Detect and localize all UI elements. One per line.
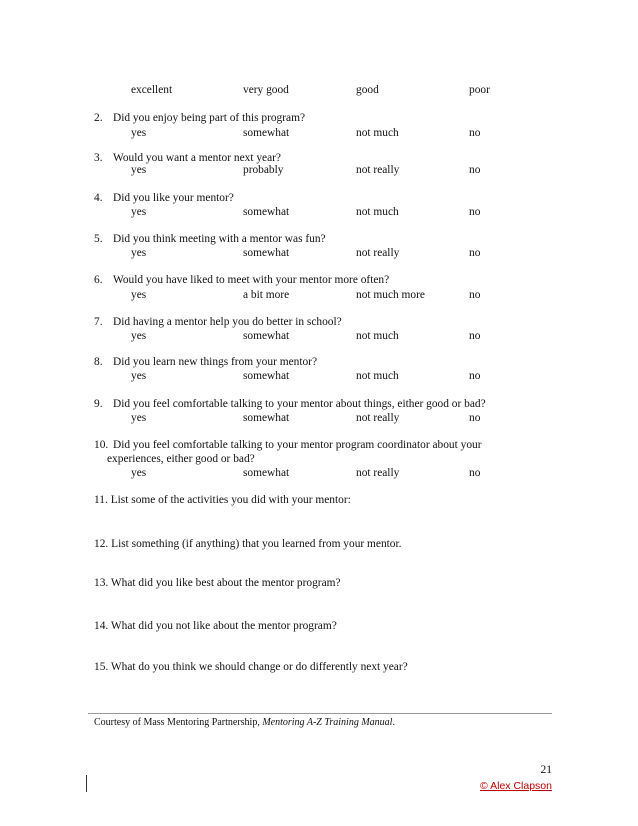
answer-option: yes xyxy=(131,289,147,301)
question-number: 3. xyxy=(94,152,103,164)
answer-option: somewhat xyxy=(243,247,290,259)
answer-row xyxy=(0,206,638,220)
answer-option: yes xyxy=(131,370,147,382)
rating-scale-row xyxy=(0,84,638,98)
answer-option: probably xyxy=(243,164,284,176)
answer-option: not really xyxy=(356,247,400,259)
question-12 xyxy=(94,538,402,550)
question-text: Did you think meeting with a mentor was fun? xyxy=(113,233,326,245)
answer-option: yes xyxy=(131,164,147,176)
question-text: Would you have liked to meet with your mentor more often? xyxy=(113,274,390,286)
question-number: 15. xyxy=(94,661,109,673)
question-2 xyxy=(94,112,305,124)
question-number: 11. xyxy=(94,494,108,506)
question-text: List some of the activities you did with your mentor: xyxy=(110,494,351,506)
answer-option: yes xyxy=(131,206,147,218)
answer-option: not really xyxy=(356,412,400,424)
question-11 xyxy=(94,494,351,506)
question-text: Did you enjoy being part of this program? xyxy=(113,112,306,124)
question-number: 10. xyxy=(94,439,109,451)
answer-option: no xyxy=(469,127,481,139)
option-very-good: very good xyxy=(243,84,289,96)
answer-option: no xyxy=(469,164,481,176)
question-text: Did you like your mentor? xyxy=(113,192,234,204)
question-number: 4. xyxy=(94,192,103,204)
answer-option: not really xyxy=(356,164,400,176)
question-text: List something (if anything) that you learned from your mentor. xyxy=(111,538,402,550)
answer-row xyxy=(0,289,638,303)
answer-option: yes xyxy=(131,412,147,424)
question-8 xyxy=(94,356,317,368)
answer-row xyxy=(0,467,638,481)
footnote-prefix: Courtesy of Mass Mentoring Partnership, xyxy=(94,717,263,728)
copyright-link[interactable]: © Alex Clapson xyxy=(480,780,552,792)
answer-option: no xyxy=(469,467,481,479)
page-number: 21 xyxy=(540,764,552,776)
question-text: Did you learn new things from your mentor? xyxy=(113,356,318,368)
footnote xyxy=(94,717,395,728)
question-number: 13. xyxy=(94,577,109,589)
answer-option: somewhat xyxy=(243,206,290,218)
question-13 xyxy=(94,577,341,589)
question-9 xyxy=(94,398,486,410)
question-text: Did you feel comfortable talking to your mentor about things, either good or bad? xyxy=(113,398,486,410)
question-10 xyxy=(94,439,482,451)
answer-row xyxy=(0,412,638,426)
question-4 xyxy=(94,192,234,204)
question-number: 7. xyxy=(94,316,103,328)
answer-option: not much more xyxy=(356,289,425,301)
question-text: Did you feel comfortable talking to your mentor program coordinator about your xyxy=(113,439,482,451)
question-text: Would you want a mentor next year? xyxy=(113,152,281,164)
answer-option: somewhat xyxy=(243,370,290,382)
answer-row xyxy=(0,370,638,384)
footnote-suffix: . xyxy=(392,717,395,728)
option-excellent: excellent xyxy=(131,84,173,96)
answer-option: somewhat xyxy=(243,330,290,342)
question-number: 2. xyxy=(94,112,103,124)
answer-option: yes xyxy=(131,330,147,342)
answer-option: no xyxy=(469,412,481,424)
question-5 xyxy=(94,233,326,245)
answer-option: no xyxy=(469,247,481,259)
question-number: 12. xyxy=(94,538,109,550)
question-10-continuation: experiences, either good or bad? xyxy=(107,453,255,465)
footer-left-bar xyxy=(86,775,87,792)
question-7 xyxy=(94,316,342,328)
answer-option: not much xyxy=(356,330,399,342)
question-14 xyxy=(94,620,337,632)
answer-option: somewhat xyxy=(243,127,290,139)
question-number: 9. xyxy=(94,398,103,410)
answer-option: no xyxy=(469,330,481,342)
answer-option: somewhat xyxy=(243,412,290,424)
answer-option: not much xyxy=(356,206,399,218)
answer-option: somewhat xyxy=(243,467,290,479)
footnote-title: Mentoring A-Z Training Manual xyxy=(262,717,393,728)
answer-option: not much xyxy=(356,370,399,382)
answer-option: yes xyxy=(131,467,147,479)
question-number: 14. xyxy=(94,620,109,632)
answer-option: not much xyxy=(356,127,399,139)
question-15 xyxy=(94,661,408,673)
question-3 xyxy=(94,152,281,164)
question-number: 6. xyxy=(94,274,103,286)
footnote-divider xyxy=(88,713,552,714)
question-text: What did you not like about the mentor program? xyxy=(110,620,337,632)
answer-row xyxy=(0,127,638,141)
option-poor: poor xyxy=(469,84,490,96)
answer-option: a bit more xyxy=(243,289,290,301)
answer-row xyxy=(0,247,638,261)
answer-option: no xyxy=(469,289,481,301)
question-text: What did you like best about the mentor program? xyxy=(110,577,341,589)
answer-row xyxy=(0,164,638,178)
answer-option: not really xyxy=(356,467,400,479)
answer-option: yes xyxy=(131,127,147,139)
answer-option: no xyxy=(469,370,481,382)
question-text: Did having a mentor help you do better in school? xyxy=(113,316,342,328)
question-6 xyxy=(94,274,389,286)
answer-row xyxy=(0,330,638,344)
answer-option: yes xyxy=(131,247,147,259)
option-good: good xyxy=(356,84,379,96)
question-text: What do you think we should change or do differently next year? xyxy=(110,661,408,673)
question-number: 5. xyxy=(94,233,103,245)
question-number: 8. xyxy=(94,356,103,368)
answer-option: no xyxy=(469,206,481,218)
